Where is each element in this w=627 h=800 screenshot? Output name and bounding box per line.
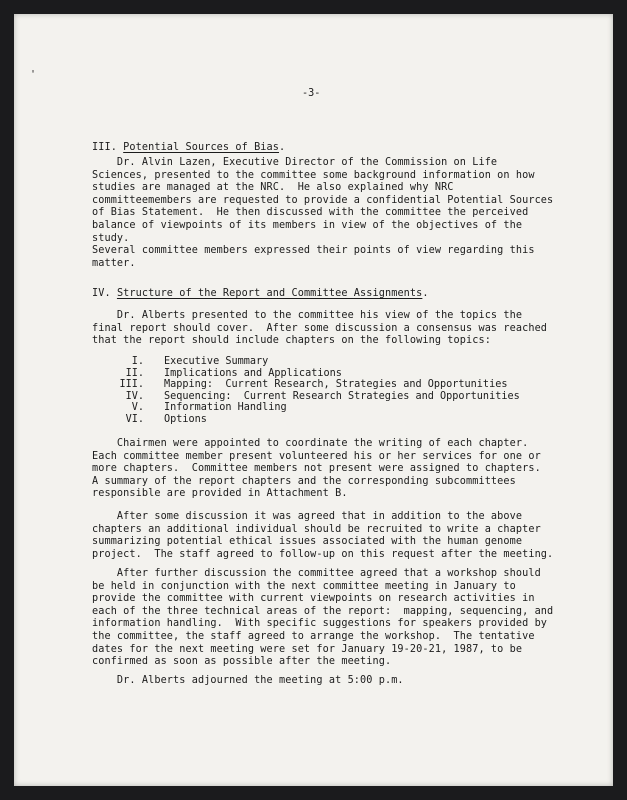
paragraph-line: Chairmen were appointed to coordinate the writing of each chapter.: [92, 438, 529, 449]
paragraph-line: responsible are provided in Attachment B.: [92, 488, 348, 500]
section-4-intro: [92, 310, 547, 348]
chairmen-paragraph: [92, 438, 541, 501]
section-4-title: Structure of the Report and Committee Assignments: [116, 288, 423, 299]
paragraph-line: provide the committee with current viewpoints on research activities in: [92, 593, 535, 605]
paragraph-line: study.: [92, 232, 130, 244]
paragraph-line: After further discussion the committee agreed that a workshop should: [92, 568, 541, 579]
section-3-title: Potential Sources of Bias: [123, 142, 280, 153]
topic-number: III.: [119, 379, 144, 391]
section-3-heading: [92, 142, 285, 155]
topic-title: Implications and Applications: [164, 367, 342, 379]
paragraph-line: Dr. Alvin Lazen, Executive Director of the Commission on Life: [92, 157, 498, 168]
paragraph-line: Each committee member present volunteered his or her services for one or: [92, 450, 541, 462]
section-4-heading-period: .: [422, 288, 429, 299]
topic-number: V.: [131, 402, 144, 414]
topic-title: Executive Summary: [164, 356, 269, 367]
page-number: -3-: [302, 88, 321, 99]
paragraph-line: more chapters. Committee members not present were assigned to chapters.: [92, 463, 541, 475]
paragraph-line: chapters an additional individual should be recruited to write a chapter: [92, 523, 541, 535]
paragraph-line: be held in conjunction with the next committee meeting in January to: [92, 580, 516, 592]
paragraph-line: of Bias Statement. He then discussed with the committee the perceived: [92, 207, 529, 219]
topic-number: II.: [125, 367, 144, 379]
stray-mark: ': [30, 69, 37, 80]
paragraph-line: matter.: [92, 257, 136, 269]
paragraph-line: summarizing potential ethical issues associated with the human genome: [92, 536, 523, 548]
paragraph-line: A summary of the report chapters and the corresponding subcommittees: [92, 475, 516, 487]
paragraph-line: information handling. With specific suggestions for speakers provided by: [92, 618, 548, 630]
topic-title: Options: [164, 413, 207, 425]
section-4-number: IV.: [92, 288, 111, 299]
paragraph-line: each of the three technical areas of the report: mapping, sequencing, and: [92, 605, 554, 617]
paragraph-line: Several committee members expressed their points of view regarding this: [92, 245, 535, 257]
topic-title: Sequencing: Current Research Strategies and Opportunities: [164, 390, 520, 402]
paragraph-line: balance of viewpoints of its members in view of the objectives of the: [92, 219, 523, 231]
paragraph-line: confirmed as soon as possible after the meeting.: [92, 656, 392, 668]
topic-number: I.: [131, 356, 144, 367]
paragraph-line: that the report should include chapters on the following topics:: [92, 335, 491, 347]
discussion-paragraph: [92, 511, 553, 561]
paragraph-line: the committee, the staff agreed to arrange the workshop. The tentative: [92, 630, 535, 642]
paragraph-line: dates for the next meeting were set for January 19-20-21, 1987, to be: [92, 643, 523, 655]
paragraph-line: committeemembers are requested to provide a confidential Potential Sources: [92, 194, 554, 206]
paragraph-line: studies are managed at the NRC. He also explained why NRC: [92, 182, 454, 194]
paragraph-line: project. The staff agreed to follow-up on this request after the meeting.: [92, 548, 554, 560]
section-3-number: III.: [92, 142, 117, 153]
paragraph-line: Sciences, presented to the committee some background information on how: [92, 169, 535, 181]
workshop-paragraph: [92, 568, 553, 669]
topic-number: VI.: [125, 413, 144, 425]
section-3-paragraph: [92, 157, 553, 270]
paragraph-line: After some discussion it was agreed that in addition to the above: [92, 511, 523, 522]
closing-line: Dr. Alberts adjourned the meeting at 5:00 p.m.: [92, 675, 404, 686]
section-3-heading-period: .: [279, 142, 286, 153]
document-page: [14, 14, 613, 786]
paragraph-line: final report should cover. After some discussion a consensus was reached: [92, 322, 548, 334]
topic-number: IV.: [125, 390, 144, 402]
paragraph-line: Dr. Alberts presented to the committee his view of the topics the: [92, 310, 523, 321]
topic-title: Information Handling: [164, 402, 287, 414]
section-4-heading: [92, 288, 429, 301]
topic-title: Mapping: Current Research, Strategies and Opportunities: [164, 379, 508, 391]
